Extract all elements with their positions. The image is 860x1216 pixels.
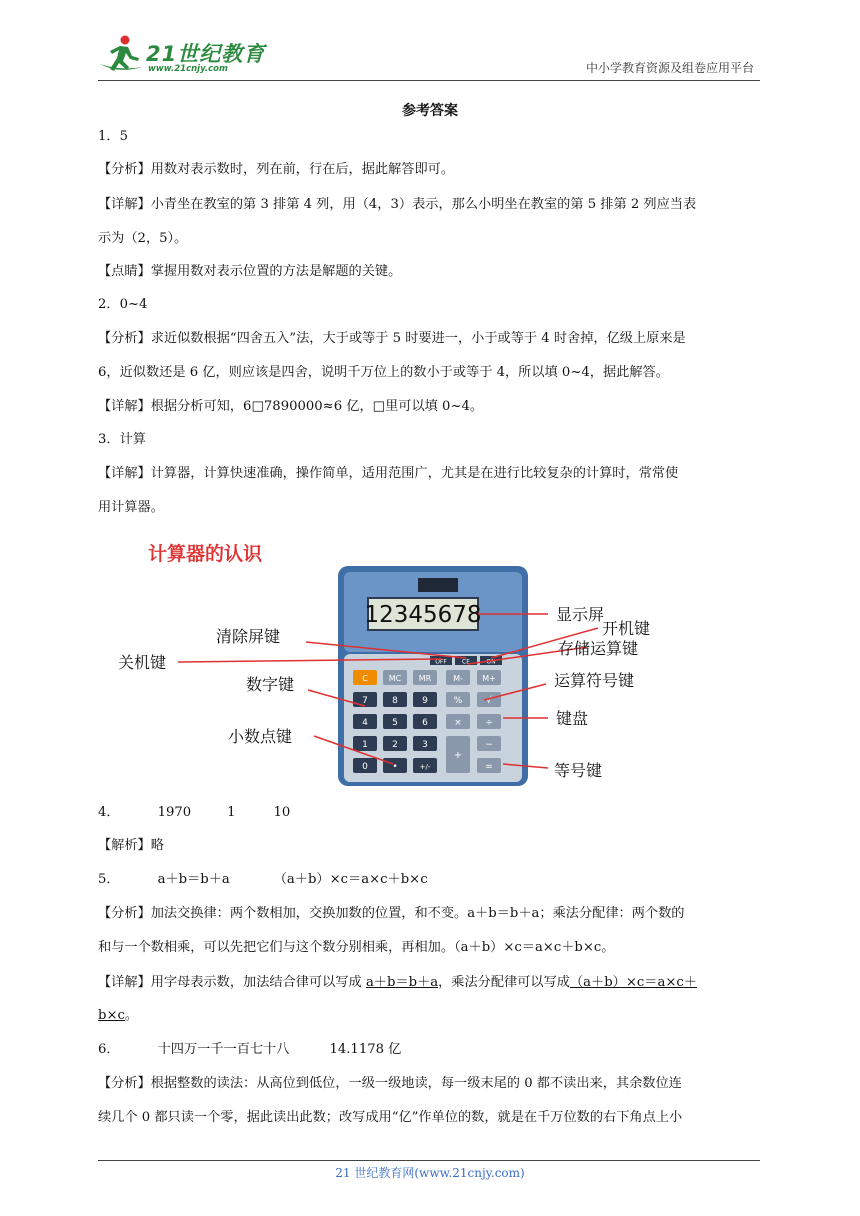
answer-value: 1970 — [157, 805, 192, 820]
key-9: 9 — [422, 696, 428, 706]
key-mc: MC — [388, 674, 402, 683]
text-line: 【解析】略 — [98, 838, 164, 853]
text-line: 6，近似数还是 6 亿，则应该是四舍，说明千万位上的数小于或等于 4，所以填 0~4，据此解答。 — [98, 365, 669, 380]
underlined-answer: b×c — [98, 1008, 125, 1023]
text-line: 【详解】根据分析可知，6□7890000≈6 亿，□里可以填 0~4。 — [98, 399, 484, 414]
detail-line — [98, 1001, 762, 1031]
text-span: ，乘法分配律可以写成 — [438, 975, 570, 990]
calculator-display: 12345678 — [364, 602, 482, 628]
text-line: 【详解】小青坐在教室的第 3 排第 4 列，用（4，3）表示，那么小明坐在教室的第 5 排第 2 列应当表 — [98, 197, 697, 212]
key-minus: − — [485, 740, 493, 750]
question-number: 4． — [98, 805, 120, 820]
footer-divider — [98, 1160, 760, 1161]
text-line: 3．计算 — [98, 432, 146, 447]
label-memory-key: 存储运算键 — [558, 639, 639, 658]
text-line: 【分析】求近似数根据“四舍五入”法，大于或等于 5 时要进一，小于或等于 4 时舍掉，亿级上原来是 — [98, 331, 686, 346]
text-line: 【分析】根据整数的读法：从高位到低位，一级一级地读，每一级末尾的 0 都不读出来，其余数位连 — [98, 1076, 682, 1091]
key-c: C — [362, 674, 368, 683]
key-percent: % — [453, 696, 463, 706]
footer-link[interactable]: 21 世纪教育网(www.21cnjy.com) — [335, 1166, 525, 1180]
key-divide: ÷ — [485, 718, 493, 728]
calculator-figure — [118, 534, 698, 792]
key-5: 5 — [392, 718, 398, 728]
label-clear-key: 清除屏键 — [216, 627, 281, 646]
text-line: 【点睛】掌握用数对表示位置的方法是解题的关键。 — [98, 264, 402, 279]
label-operator-key: 运算符号键 — [554, 671, 635, 690]
question-number: 5． — [98, 872, 120, 887]
text-line: 1．5 — [98, 129, 128, 144]
key-m-minus: M- — [453, 674, 463, 683]
text-span: 【详解】用字母表示数，加法结合律可以写成 — [98, 975, 366, 990]
answer-5 — [98, 865, 762, 895]
key-sign: +/- — [419, 763, 431, 771]
answer-value: a＋b＝b＋a — [157, 872, 230, 887]
key-6: 6 — [422, 718, 428, 728]
text-span: 。 — [124, 1008, 139, 1023]
page-header — [98, 28, 760, 81]
text-line: 【分析】加法交换律：两个数相加，交换加数的位置，和不变。a＋b＝b＋a；乘法分配律：两个数的 — [98, 906, 685, 921]
label-display-screen: 显示屏 — [556, 605, 605, 624]
text-line: 用计算器。 — [98, 500, 164, 515]
text-line: 【分析】用数对表示数时，列在前，行在后，据此解答即可。 — [98, 162, 455, 177]
answer-4 — [98, 798, 762, 828]
key-off: OFF — [435, 658, 447, 666]
page-title: 参考答案 — [402, 103, 458, 119]
answer-value: （a＋b）×c＝a×c＋b×c — [273, 872, 428, 887]
underlined-answer: a＋b＝b＋a — [365, 975, 439, 990]
key-2: 2 — [392, 740, 398, 750]
key-8: 8 — [392, 696, 398, 706]
answer-value: 十四万一千一百七十八 — [157, 1042, 290, 1057]
answer-value: 10 — [273, 805, 291, 820]
key-3: 3 — [422, 740, 428, 750]
key-1: 1 — [362, 740, 368, 750]
logo-url: www.21cnjy.com — [148, 64, 228, 74]
key-multiply: × — [454, 718, 462, 728]
text-line: 2．0~4 — [98, 297, 148, 312]
key-4: 4 — [362, 718, 368, 728]
key-0: 0 — [362, 762, 368, 772]
key-ce: CE — [462, 658, 470, 666]
logo-text: 21世纪教育 — [146, 42, 266, 66]
answer-value: 14.1178 亿 — [329, 1042, 402, 1057]
key-m-plus: M+ — [482, 674, 496, 683]
logo — [98, 34, 298, 76]
label-keypad: 键盘 — [556, 709, 589, 728]
text-line: 续几个 0 都只读一个零，据此读出此数；改写成用“亿”作单位的数，就是在千万位数的右下角点上小 — [98, 1110, 683, 1125]
key-on: ON — [486, 658, 496, 666]
text-line: 和与一个数相乘，可以先把它们与这个数分别相乘，再相加。（a＋b）×c＝a×c＋b×c。 — [98, 940, 615, 955]
label-decimal-key: 小数点键 — [228, 727, 293, 746]
key-sqrt: √ — [486, 696, 492, 706]
text-line: 【详解】计算器，计算快速准确，操作简单，适用范围广，尤其是在进行比较复杂的计算时，常常使 — [98, 466, 679, 481]
key-7: 7 — [362, 696, 368, 706]
label-off-key: 关机键 — [118, 653, 167, 672]
question-number: 6． — [98, 1042, 120, 1057]
runner-icon — [98, 34, 144, 74]
label-equals-key: 等号键 — [554, 761, 603, 780]
figure-title: 计算器的认识 — [148, 543, 263, 565]
underlined-answer: （a＋b）×c＝a×c＋ — [570, 975, 697, 990]
text-line: 示为（2，5）。 — [98, 231, 188, 246]
key-decimal: • — [392, 762, 398, 772]
label-digit-key: 数字键 — [246, 675, 295, 694]
key-equals: = — [485, 762, 493, 772]
label-on-key: 开机键 — [602, 619, 651, 638]
detail-line — [98, 968, 762, 998]
key-mr: MR — [418, 674, 432, 683]
key-plus: + — [453, 750, 463, 761]
header-platform-text: 中小学教育资源及组卷应用平台 — [585, 61, 754, 75]
answer-value: 1 — [227, 805, 236, 820]
answer-6 — [98, 1035, 762, 1065]
